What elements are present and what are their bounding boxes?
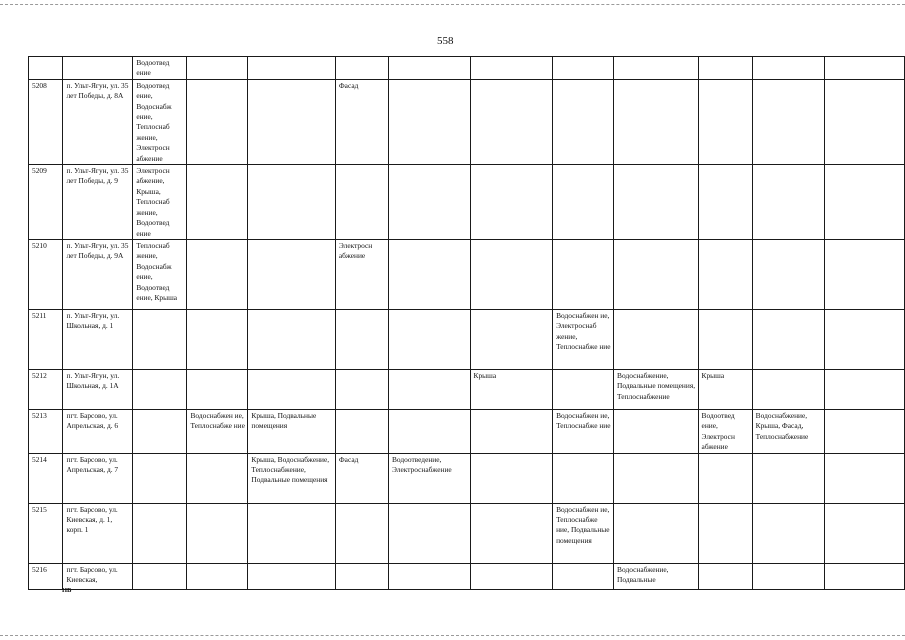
work-type-cell <box>470 57 553 80</box>
work-type-cell: Водоотвед ение, Водоснабж ение, Теплоснаб жение, Электросн абжение <box>133 79 187 164</box>
table-row <box>29 503 905 563</box>
table-row <box>29 563 905 589</box>
work-type-cell: Водоснабжен ие, Теплоснабже ние <box>553 409 614 453</box>
work-type-cell <box>553 79 614 164</box>
work-type-cell <box>470 453 553 503</box>
work-type-cell <box>553 369 614 409</box>
table-row <box>29 239 905 309</box>
work-type-cell: Водоснабжение, Подвальные помещения, Теплоснабжение <box>614 369 699 409</box>
work-type-cell <box>133 369 187 409</box>
address-cell: п. Ульт-Ягун, ул. Школьная, д. 1А <box>63 369 133 409</box>
table-row <box>29 165 905 240</box>
work-type-cell <box>825 409 905 453</box>
work-type-cell <box>388 57 470 80</box>
work-type-cell <box>752 79 825 164</box>
row-number-cell <box>29 57 63 80</box>
work-type-cell <box>698 453 752 503</box>
work-type-cell <box>187 563 248 589</box>
page-number: 558 <box>437 35 454 47</box>
work-type-cell <box>614 57 699 80</box>
work-type-cell <box>335 409 388 453</box>
work-type-cell: Водоотвед ение, Электросн абжение <box>698 409 752 453</box>
work-type-cell <box>698 57 752 80</box>
address-cell: пгт. Барсово, ул. Апрельская, д. 7 <box>63 453 133 503</box>
row-number-cell: 5212 <box>29 369 63 409</box>
work-type-cell <box>133 563 187 589</box>
address-cell: пгт. Барсово, ул. Апрельская, д. 6 <box>63 409 133 453</box>
work-type-cell <box>388 165 470 240</box>
work-type-cell <box>470 503 553 563</box>
work-type-cell <box>248 79 335 164</box>
work-type-cell: Фасад <box>335 79 388 164</box>
work-type-cell <box>187 503 248 563</box>
work-type-cell: Теплоснаб жение, Водоснабж ение, Водоотвед ение, Крыша <box>133 239 187 309</box>
work-type-cell <box>388 239 470 309</box>
work-type-cell <box>752 369 825 409</box>
work-type-cell <box>698 309 752 369</box>
work-type-cell <box>752 165 825 240</box>
row-number-cell: 5215 <box>29 503 63 563</box>
work-type-cell <box>614 503 699 563</box>
address-cell: пгт. Барсово, ул. Киевская, д. 1, корп. 1 <box>63 503 133 563</box>
work-type-cell <box>187 165 248 240</box>
work-type-cell <box>248 57 335 80</box>
work-type-cell <box>248 563 335 589</box>
work-type-cell <box>248 369 335 409</box>
work-type-cell: Электросн абжение, Крыша, Теплоснаб жение, Водоотвед ение <box>133 165 187 240</box>
table-row <box>29 79 905 164</box>
address-cell: пгт. Барсово, ул. Киевская, <box>63 563 133 589</box>
work-type-cell <box>133 453 187 503</box>
work-type-cell <box>752 309 825 369</box>
work-type-cell: Водоснабжен ие, Теплоснабже ние, Подвальные помещения <box>553 503 614 563</box>
address-cell: п. Ульт-Ягун, ул. 35 лет Победы, д. 9А <box>63 239 133 309</box>
row-number-cell: 5214 <box>29 453 63 503</box>
work-type-cell <box>187 453 248 503</box>
work-type-cell: Водоснабжение, Крыша, Фасад, Теплоснабжение <box>752 409 825 453</box>
work-type-cell: Водоснабжен ие, Теплоснабже ние <box>187 409 248 453</box>
table-row <box>29 453 905 503</box>
work-type-cell <box>470 309 553 369</box>
work-type-cell <box>698 563 752 589</box>
row-number-cell: 5211 <box>29 309 63 369</box>
work-type-cell <box>187 57 248 80</box>
work-type-cell <box>825 79 905 164</box>
work-type-cell <box>248 239 335 309</box>
work-type-cell <box>825 165 905 240</box>
work-type-cell <box>187 369 248 409</box>
work-type-cell <box>553 57 614 80</box>
work-type-cell <box>470 79 553 164</box>
work-type-cell: Водоотведение, Электроснабжение <box>388 453 470 503</box>
row-number-cell: 5216 <box>29 563 63 589</box>
table-row <box>29 409 905 453</box>
work-type-cell <box>698 165 752 240</box>
row-number-cell: 5208 <box>29 79 63 164</box>
work-type-cell <box>187 309 248 369</box>
work-type-cell <box>470 239 553 309</box>
work-type-cell <box>553 165 614 240</box>
work-type-cell <box>388 503 470 563</box>
top-scan-border <box>0 4 905 5</box>
work-type-cell <box>335 369 388 409</box>
work-type-cell <box>825 503 905 563</box>
work-type-cell <box>133 309 187 369</box>
work-type-cell <box>553 239 614 309</box>
footnote-mark: НВ <box>62 587 72 594</box>
work-type-cell <box>133 503 187 563</box>
work-type-cell: Фасад <box>335 453 388 503</box>
work-type-cell <box>825 57 905 80</box>
work-type-cell <box>470 165 553 240</box>
work-type-cell: Водоснабжение, Подвальные <box>614 563 699 589</box>
work-type-cell <box>553 563 614 589</box>
work-type-cell <box>553 453 614 503</box>
work-type-cell <box>698 503 752 563</box>
work-type-cell <box>388 369 470 409</box>
table-row <box>29 369 905 409</box>
row-number-cell: 5210 <box>29 239 63 309</box>
work-type-cell <box>752 503 825 563</box>
work-type-cell <box>698 79 752 164</box>
work-type-cell <box>388 79 470 164</box>
work-type-cell <box>825 369 905 409</box>
address-cell: п. Ульт-Ягун, ул. 35 лет Победы, д. 8А <box>63 79 133 164</box>
work-type-cell: Водоснабжен ие, Электроснаб жение, Теплоснабже ние <box>553 309 614 369</box>
address-cell: п. Ульт-Ягун, ул. 35 лет Победы, д. 9 <box>63 165 133 240</box>
address-cell: п. Ульт-Ягун, ул. Школьная, д. 1 <box>63 309 133 369</box>
work-type-cell <box>470 563 553 589</box>
work-type-cell <box>335 309 388 369</box>
work-type-cell <box>187 239 248 309</box>
table-row <box>29 57 905 80</box>
row-number-cell: 5209 <box>29 165 63 240</box>
register-table <box>28 56 905 590</box>
row-number-cell: 5213 <box>29 409 63 453</box>
work-type-cell <box>698 239 752 309</box>
work-type-cell <box>825 453 905 503</box>
work-type-cell: Электросн абжение <box>335 239 388 309</box>
work-type-cell <box>388 563 470 589</box>
table-row <box>29 309 905 369</box>
work-type-cell <box>614 79 699 164</box>
work-type-cell <box>825 309 905 369</box>
work-type-cell <box>248 165 335 240</box>
work-type-cell <box>335 563 388 589</box>
work-type-cell <box>248 503 335 563</box>
bottom-scan-border <box>0 635 905 636</box>
work-type-cell <box>388 409 470 453</box>
work-type-cell <box>335 165 388 240</box>
work-type-cell <box>248 309 335 369</box>
work-type-cell: Водоотвед ение <box>133 57 187 80</box>
work-type-cell <box>614 453 699 503</box>
work-type-cell <box>470 409 553 453</box>
work-type-cell <box>335 503 388 563</box>
work-type-cell <box>752 563 825 589</box>
work-type-cell <box>752 239 825 309</box>
work-type-cell <box>825 563 905 589</box>
work-type-cell <box>335 57 388 80</box>
work-type-cell <box>133 409 187 453</box>
work-type-cell: Крыша, Подвальные помещения <box>248 409 335 453</box>
work-type-cell <box>752 453 825 503</box>
work-type-cell <box>752 57 825 80</box>
work-type-cell: Крыша <box>470 369 553 409</box>
work-type-cell <box>614 239 699 309</box>
address-cell <box>63 57 133 80</box>
work-type-cell: Крыша <box>698 369 752 409</box>
table-body <box>29 57 905 590</box>
work-type-cell <box>187 79 248 164</box>
work-type-cell <box>614 409 699 453</box>
work-type-cell <box>614 309 699 369</box>
work-type-cell <box>825 239 905 309</box>
work-type-cell <box>388 309 470 369</box>
work-type-cell <box>614 165 699 240</box>
work-type-cell: Крыша, Водоснабжение, Теплоснабжение, Подвальные помещения <box>248 453 335 503</box>
